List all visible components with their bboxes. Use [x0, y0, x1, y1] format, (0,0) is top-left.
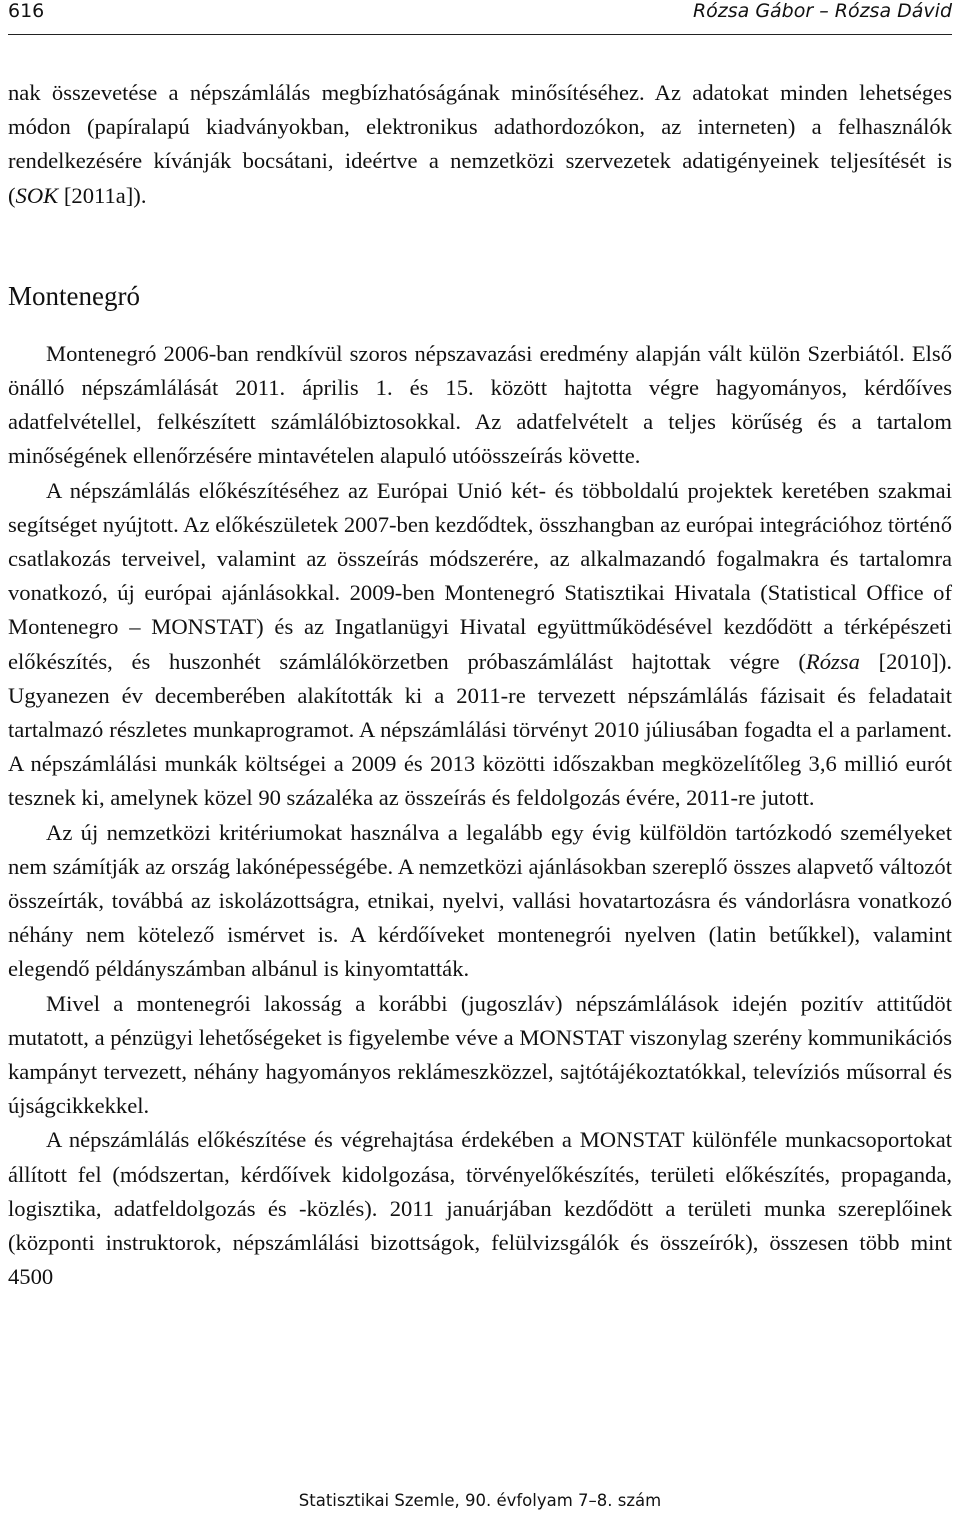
journal-footer: Statisztikai Szemle, 90. évfolyam 7–8. szám [298, 1491, 662, 1510]
page-number: 616 [8, 0, 45, 22]
page-body [8, 76, 952, 1295]
intro-paragraph [8, 76, 952, 213]
citation-author: SOK [15, 182, 59, 208]
paragraph-2 [8, 474, 952, 816]
citation-author: Rózsa [805, 648, 860, 674]
paragraph-1: Montenegró 2006-ban rendkívül szoros népszavazási eredmény alapján vált külön Szerbiától. Első önálló népszámlálását 2011. április 1. és 15. között hajtotta végre hagyományos, kérdőíves adatfelvétellel, felkészített számlálóbiztosokkal. Az adatfelvételt a teljes körűség és a tartalom minőségének ellenőrzésére mintavételen alapuló utóösszeírás követte. [8, 340, 952, 469]
running-head-authors: Rózsa Gábor – Rózsa Dávid [692, 0, 952, 22]
intro-text: nak összevetése a népszámlálás megbízhatóságának minősítéséhez. Az adatokat minden lehetséges módon (papíralapú kiadványokban, elektronikus adathordozókon, az interneten) a felhasználók rendelkezésére kívánják bocsátani, ideértve a nemzetközi szervezetek adatigényeinek teljesítését is ( [8, 80, 952, 208]
running-header [8, 0, 952, 34]
paragraph-5: A népszámlálás előkészítése és végrehajtása érdekében a MONSTAT különféle munkacsoportokat állított fel (módszertan, kérdőívek kidolgozása, törvényelőkészítés, területi előkészítés, propaganda, logisztika, adatfeldolgozás és -közlés). 2011 januárjában kezdődött a területi munka szereplőinek (központi instruktorok, népszámlálási bizottságok, felülvizsgálók és összeírók), összesen több mint 4500 [8, 1127, 952, 1290]
paragraph-2-continued: [2010]). Ugyanezen év decemberében alakították ki a 2011-re tervezett népszámlálás fázisait és feladatait tartalmazó részletes munkaprogramot. A népszámlálási törvényt 2010 júliusában fogadta el a parlament. A népszámlálási munkák költségei a 2009 és 2013 közötti időszakban megközelítőleg 3,6 millió eurót tesznek ki, amelynek közel 90 százaléka az összeírás és feldolgozás évére, 2011-re jutott. [8, 648, 952, 811]
section-heading: Montenegró [8, 280, 140, 311]
header-rule [8, 34, 952, 35]
intro-citation-year: [2011a]). [58, 182, 147, 208]
paragraph-3: Az új nemzetközi kritériumokat használva a legalább egy évig külföldön tartózkodó személyeket nem számítják az ország lakónépességébe. A nemzetközi ajánlásokban szereplő összes alapvető változót összeírták, továbbá az iskolázottságra, etnikai, nyelvi, vallási hovatartozásra és vándorlásra vonatkozó néhány nem kötelező ismérvet is. A kérdőíveket montenegrói nyelven (latin betűkkel), valamint elegendő példányszámban albánul is kinyomtatták. [8, 819, 952, 982]
paragraph-4: Mivel a montenegrói lakosság a korábbi (jugoszláv) népszámlálások idején pozitív attitűdöt mutatott, a pénzügyi lehetőségeket is figyelembe véve a MONSTAT viszonylag szerény kommunikációs kampányt tervezett, néhány hagyományos reklámeszközzel, sajtótájékoztatókkal, televíziós műsorral és újságcikkekkel. [8, 990, 952, 1119]
paragraph-2-text: A népszámlálás előkészítéséhez az Európai Unió két- és többoldalú projektek keretében szakmai segítséget nyújtott. Az előkészületek 2007-ben kezdődtek, összhangban az európai integrációhoz történő csatlakozás terveivel, valamint az összeírás módszerére, az alkalmazandó fogalmakra és tartalomra vonatkozó, új európai ajánlásokkal. 2009-ben Montenegró Statisztikai Hivatala (Statistical Office of Montenegro – MONSTAT) és az Ingatlanügyi Hivatal együttműködésével kezdődött a térképészeti előkészítés, és huszonhét számlálókörzetben próbaszámlálást hajtottak végre ( [8, 477, 952, 674]
